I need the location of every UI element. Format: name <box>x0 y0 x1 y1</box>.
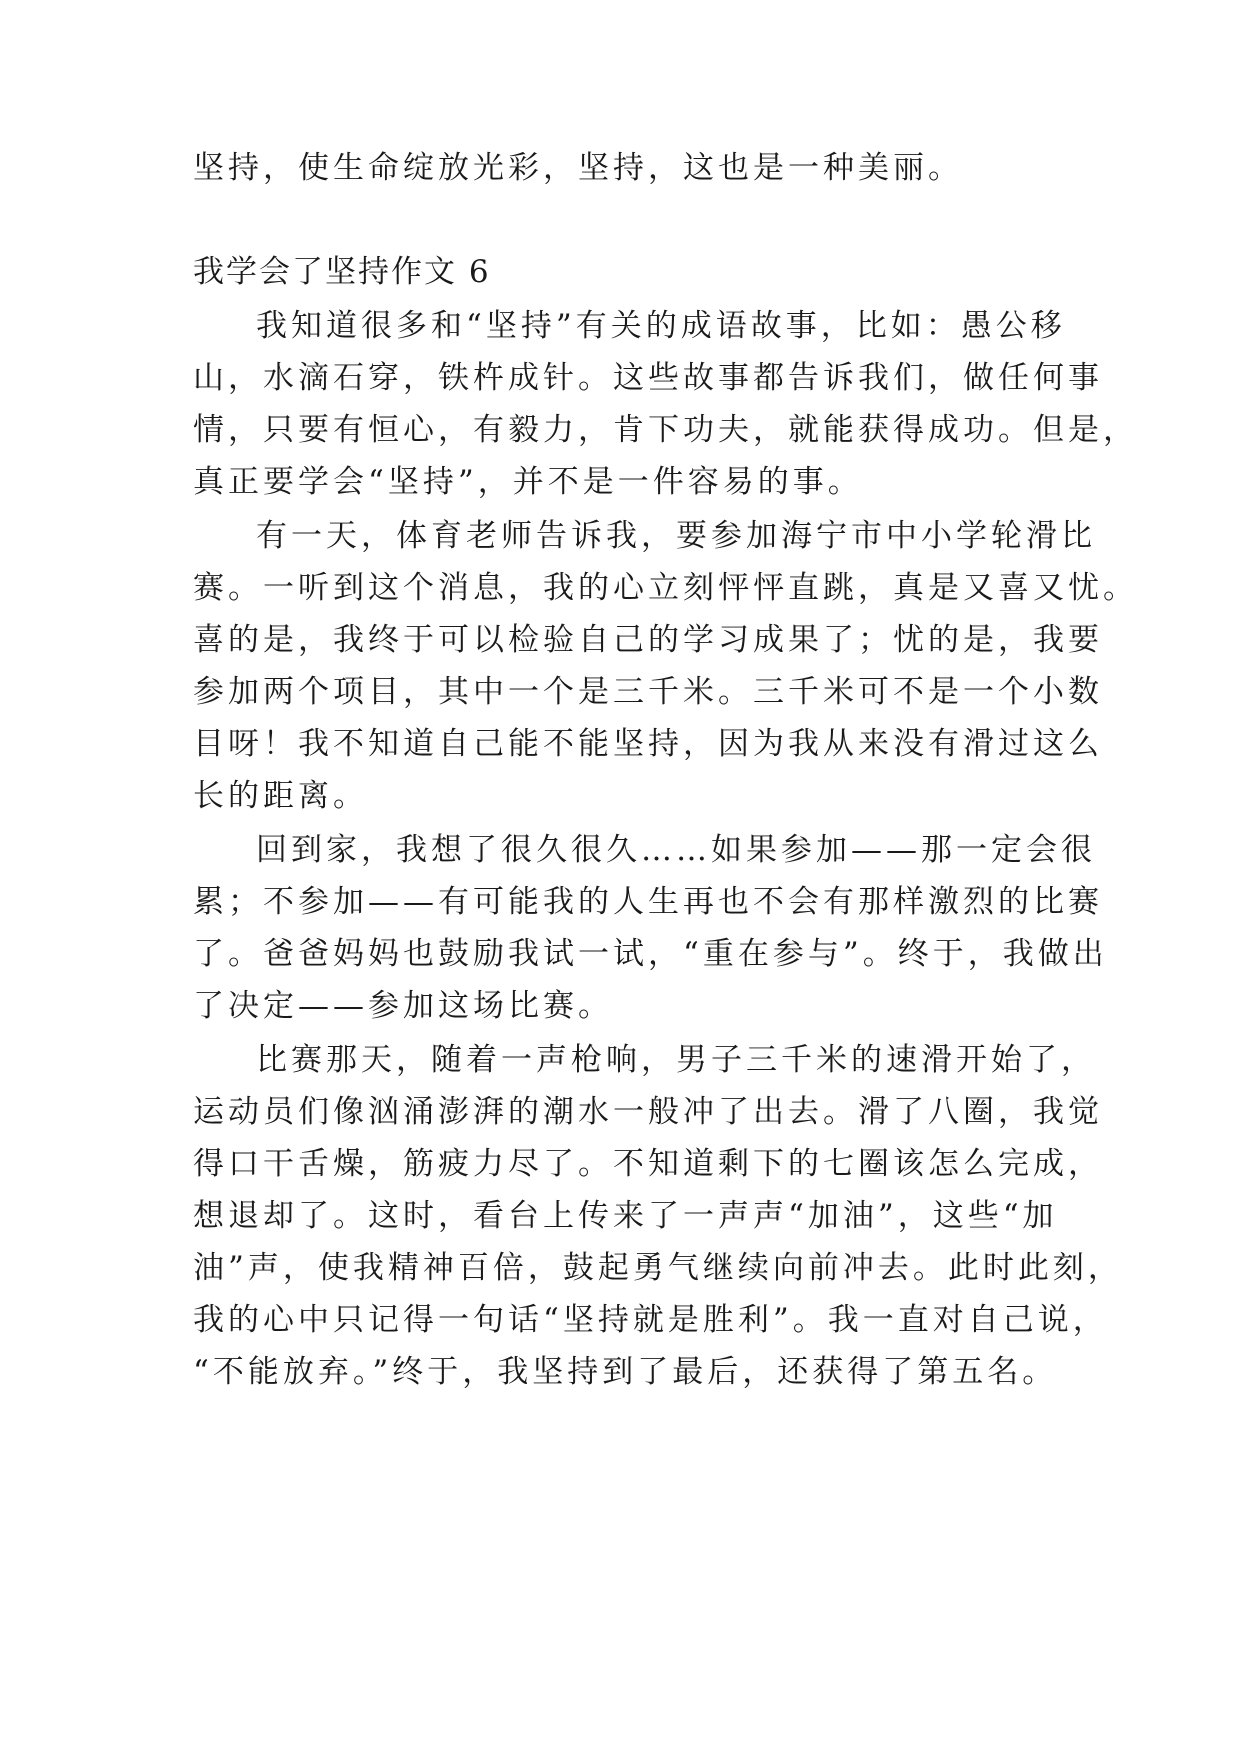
paragraph-line: 累；不参加——有可能我的人生再也不会有那样激烈的比赛 <box>193 884 1103 920</box>
paragraph-line: 回到家，我想了很久很久……如果参加——那一定会很 <box>256 832 1096 868</box>
paragraph-line: 比赛那天，随着一声枪响，男子三千米的速滑开始了， <box>256 1042 1096 1078</box>
paragraph-line: 喜的是，我终于可以检验自己的学习成果了；忧的是，我要 <box>193 622 1103 658</box>
paragraph-line: 真正要学会“坚持”，并不是一件容易的事。 <box>193 464 863 500</box>
paragraph-line: 目呀！我不知道自己能不能坚持，因为我从来没有滑过这么 <box>193 726 1103 762</box>
paragraph-line: 了。爸爸妈妈也鼓励我试一试，“重在参与”。终于，我做出 <box>193 936 1108 972</box>
paragraph-line: 情，只要有恒心，有毅力，肯下功夫，就能获得成功。但是， <box>193 412 1138 448</box>
paragraph-line: 我知道很多和“坚持”有关的成语故事，比如：愚公移 <box>256 308 1066 344</box>
paragraph-line: 参加两个项目，其中一个是三千米。三千米可不是一个小数 <box>193 674 1103 710</box>
paragraph-line: 得口干舌燥，筋疲力尽了。不知道剩下的七圈该怎么完成， <box>193 1146 1103 1182</box>
paragraph-line: 有一天，体育老师告诉我，要参加海宁市中小学轮滑比 <box>256 518 1096 554</box>
paragraph-line: 我的心中只记得一句话“坚持就是胜利”。我一直对自己说， <box>193 1302 1108 1338</box>
paragraph-line: 油”声，使我精神百倍，鼓起勇气继续向前冲去。此时此刻， <box>193 1250 1123 1286</box>
essay-title: 我学会了坚持作文 6 <box>193 254 491 290</box>
paragraph-line: 运动员们像汹涌澎湃的潮水一般冲了出去。滑了八圈，我觉 <box>193 1094 1103 1130</box>
paragraph-line: 山，水滴石穿，铁杵成针。这些故事都告诉我们，做任何事 <box>193 360 1103 396</box>
paragraph-line: 长的距离。 <box>193 778 368 814</box>
paragraph-line: 赛。一听到这个消息，我的心立刻怦怦直跳，真是又喜又忧。 <box>193 570 1138 606</box>
paragraph-line: 想退却了。这时，看台上传来了一声声“加油”，这些“加 <box>193 1198 1058 1234</box>
paragraph-line: “不能放弃。”终于，我坚持到了最后，还获得了第五名。 <box>193 1354 1058 1390</box>
intro-line: 坚持，使生命绽放光彩，坚持，这也是一种美丽。 <box>193 150 963 186</box>
paragraph-line: 了决定——参加这场比赛。 <box>193 988 613 1024</box>
